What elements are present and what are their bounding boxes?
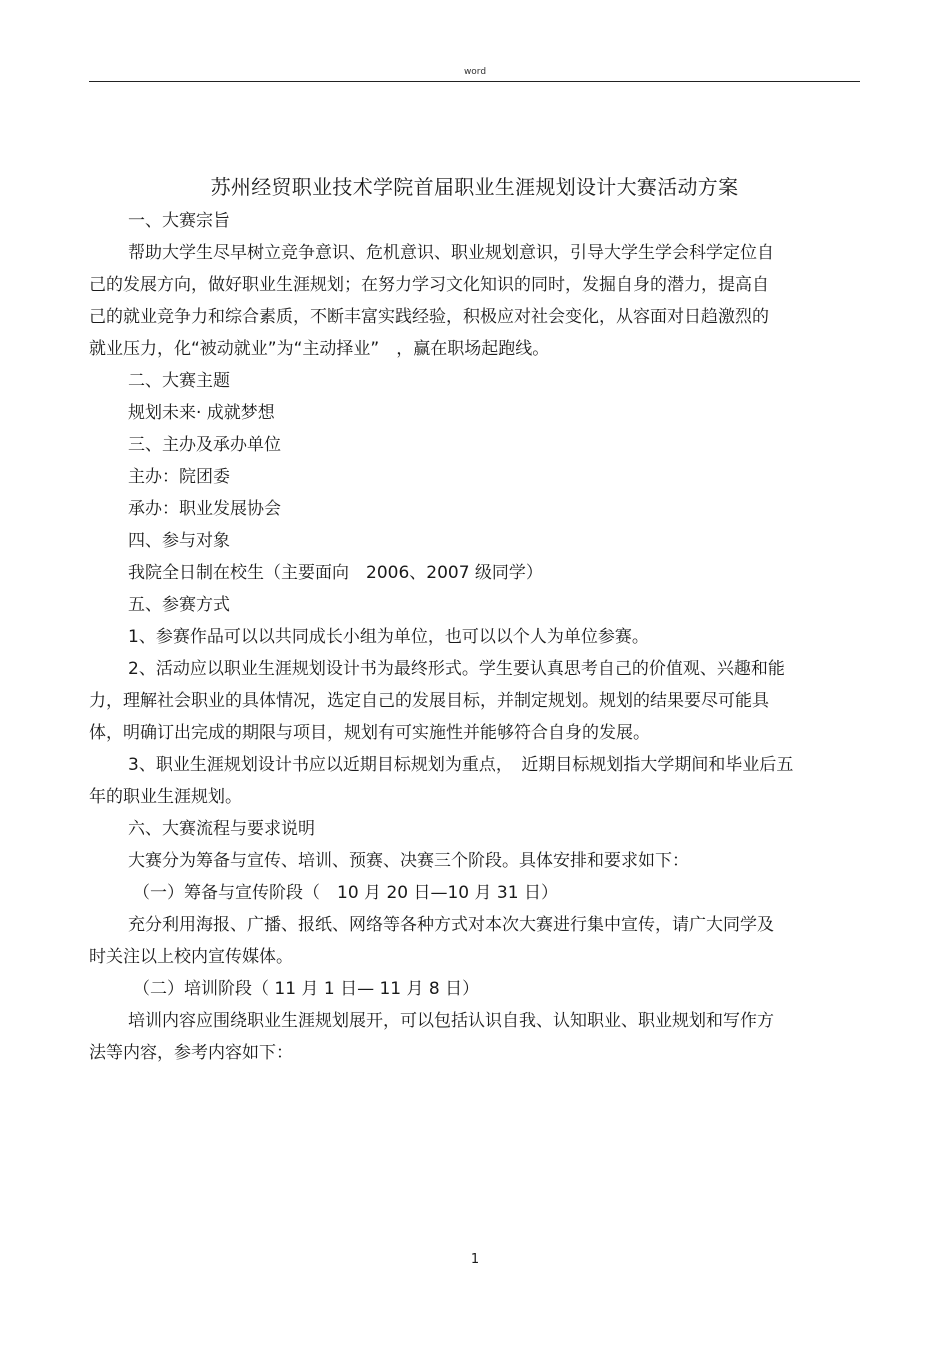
- text-line: 三、主办及承办单位: [128, 435, 281, 455]
- text-line: 3、职业生涯规划设计书应以近期目标规划为重点， 近期目标规划指大学期间和毕业后五: [128, 755, 794, 775]
- text-line: 四、参与对象: [128, 531, 230, 551]
- text-line: 2、活动应以职业生涯规划设计书为最终形式。学生要认真思考自己的价值观、兴趣和能: [128, 659, 785, 679]
- text-line: 法等内容，参考内容如下：: [89, 1043, 293, 1063]
- document-title: 苏州经贸职业技术学院首届职业生涯规划设计大赛活动方案: [210, 175, 739, 199]
- text-line: 一、大赛宗旨: [128, 211, 230, 231]
- text-line: （二）培训阶段（ 11 月 1 日— 11 月 8 日）: [133, 979, 480, 999]
- page-number: 1: [470, 1252, 480, 1267]
- text-line: 六、大赛流程与要求说明: [128, 819, 315, 839]
- text-line: 大赛分为筹备与宣传、培训、预赛、决赛三个阶段。具体安排和要求如下：: [128, 851, 689, 871]
- text-line: 我院全日制在校生（主要面向 2006、2007 级同学）: [128, 563, 543, 583]
- text-line: 二、大赛主题: [128, 371, 230, 391]
- text-line: 年的职业生涯规划。: [89, 787, 242, 807]
- text-line: 己的发展方向，做好职业生涯规划；在努力学习文化知识的同时，发掘自身的潜力，提高自: [89, 275, 769, 295]
- text-line: 帮助大学生尽早树立竞争意识、危机意识、职业规划意识，引导大学生学会科学定位自: [128, 243, 774, 263]
- text-line: 力，理解社会职业的具体情况，选定自己的发展目标，并制定规划。规划的结果要尽可能具: [89, 691, 769, 711]
- text-line: 1、参赛作品可以以共同成长小组为单位，也可以以个人为单位参赛。: [128, 627, 649, 647]
- text-line: 时关注以上校内宣传媒体。: [89, 947, 293, 967]
- text-line: 体，明确订出完成的期限与项目，规划有可实施性并能够符合自身的发展。: [89, 723, 650, 743]
- header-label: word: [463, 67, 487, 77]
- text-line: 规划未来· 成就梦想: [128, 403, 275, 423]
- text-line: 培训内容应围绕职业生涯规划展开，可以包括认识自我、认知职业、职业规划和写作方: [128, 1011, 774, 1031]
- text-line: 充分利用海报、广播、报纸、网络等各种方式对本次大赛进行集中宣传，请广大同学及: [128, 915, 774, 935]
- text-line: 承办：职业发展协会: [128, 499, 281, 519]
- text-line: 五、参赛方式: [128, 595, 230, 615]
- text-line: 主办：院团委: [128, 467, 230, 487]
- text-line: （一）筹备与宣传阶段（ 10 月 20 日—10 月 31 日）: [133, 883, 558, 903]
- text-line: 就业压力，化“被动就业”为“主动择业” ，赢在职场起跑线。: [89, 339, 550, 359]
- text-line: 己的就业竞争力和综合素质，不断丰富实践经验，积极应对社会变化，从容面对日趋激烈的: [89, 307, 769, 327]
- header-rule: [89, 81, 860, 82]
